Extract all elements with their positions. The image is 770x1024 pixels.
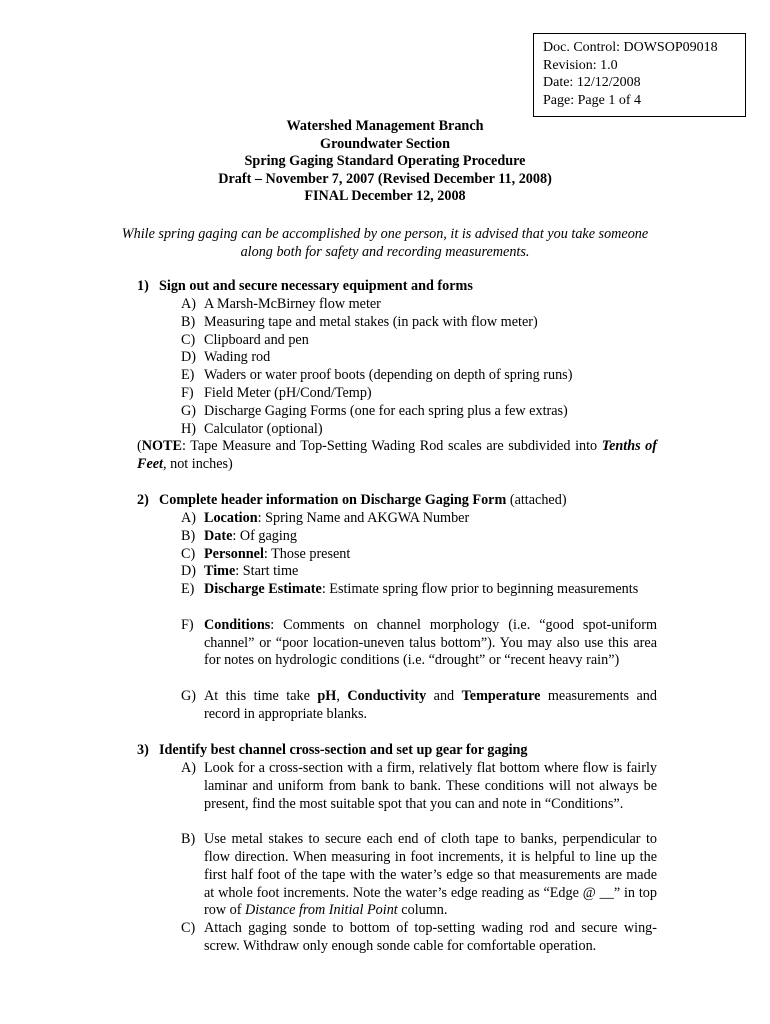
note-label: NOTE bbox=[141, 438, 182, 455]
header-branch: Watershed Management Branch bbox=[286, 118, 484, 134]
section-number: 2) bbox=[137, 492, 149, 508]
item-text: Calculator (optional) bbox=[204, 420, 323, 437]
list-item bbox=[181, 403, 657, 421]
list-item bbox=[181, 296, 657, 314]
list-item bbox=[181, 349, 657, 367]
note-text: : Tape Measure and Top-Setting Wading Rod scales are subdivided into bbox=[181, 438, 598, 455]
section-title: Sign out and secure necessary equipment and forms bbox=[159, 278, 473, 294]
header-draft-date: Draft – November 7, 2007 (Revised December 11, 2008) bbox=[218, 170, 552, 187]
item-text: column. bbox=[397, 902, 448, 919]
item-text: Look for a cross-section with a firm, relatively flat bottom where flow is fairly laminar and uniform from bank to bank. These conditions will not always be present, find the most suitable spot that you can and note in “Conditions”. bbox=[204, 760, 657, 812]
item-letter: D) bbox=[181, 563, 196, 580]
header-title: Spring Gaging Standard Operating Procedure bbox=[244, 153, 526, 169]
header-final-date: FINAL December 12, 2008 bbox=[304, 188, 466, 204]
note-emphasis: Tenths of Feet bbox=[137, 438, 657, 473]
intro-paragraph: While spring gaging can be accomplished by one person, it is advised that you take someone along both for safety and recording measurements. bbox=[121, 226, 649, 260]
item-label: Location bbox=[204, 510, 258, 526]
item-text: Attach gaging sonde to bottom of top-setting wading rod and secure wing-screw. Withdraw only enough sonde cable for comfortable operation. bbox=[204, 920, 657, 954]
item-text: Measuring tape and metal stakes (in pack with flow meter) bbox=[204, 313, 538, 330]
item-text: A Marsh-McBirney flow meter bbox=[204, 296, 381, 312]
item-text: Discharge Gaging Forms (one for each spring plus a few extras) bbox=[204, 402, 568, 419]
item-text: Waders or water proof boots (depending on depth of spring runs) bbox=[204, 367, 573, 384]
section-number: 1) bbox=[137, 278, 149, 294]
doc-revision: Revision: 1.0 bbox=[543, 57, 618, 73]
list-item bbox=[181, 528, 657, 546]
item-emphasis: Distance from Initial Point bbox=[244, 902, 398, 919]
list-item bbox=[181, 546, 657, 564]
item-text: : Start time bbox=[235, 563, 299, 580]
item-label: Personnel bbox=[204, 545, 264, 562]
list-item bbox=[181, 510, 657, 528]
item-text: : Of gaging bbox=[232, 527, 297, 544]
note-paren: ( bbox=[137, 438, 142, 455]
doc-control-box bbox=[533, 33, 746, 117]
item-label: pH bbox=[317, 688, 337, 704]
section-title: Identify best channel cross-section and set up gear for gaging bbox=[159, 742, 528, 758]
doc-date: Date: 12/12/2008 bbox=[543, 75, 641, 90]
item-letter: H) bbox=[181, 420, 196, 437]
item-text: At this time take bbox=[204, 688, 318, 704]
section-title: Complete header information on Discharge Gaging Form bbox=[159, 492, 507, 508]
item-text: : Estimate spring flow prior to beginning measurements bbox=[321, 581, 639, 598]
item-label: Discharge Estimate bbox=[204, 581, 322, 598]
header-section: Groundwater Section bbox=[320, 135, 450, 152]
item-letter: B) bbox=[181, 831, 196, 848]
item-letter: C) bbox=[181, 920, 196, 937]
list-item bbox=[181, 332, 657, 350]
item-text: Field Meter (pH/Cond/Temp) bbox=[204, 385, 372, 401]
item-letter: C) bbox=[181, 331, 196, 348]
list-item bbox=[181, 688, 657, 724]
item-text: : Those present bbox=[263, 545, 351, 562]
list-item bbox=[181, 563, 657, 581]
note-end: , not inches) bbox=[163, 456, 233, 473]
list-item bbox=[181, 831, 657, 920]
item-letter: C) bbox=[181, 545, 196, 562]
item-label: Time bbox=[204, 563, 236, 580]
list-item bbox=[181, 421, 657, 439]
section-number: 3) bbox=[137, 742, 149, 758]
item-letter: B) bbox=[181, 527, 196, 544]
list-item bbox=[181, 314, 657, 332]
item-text: Use metal stakes to secure each end of cloth tape to banks, perpendicular to flow direction. When measuring in foot increments, it is helpful to line up the first half foot of the tape with the water’s edge so that measurements are made at whole foot increments. Note the water’s edge reading as “Edge @ __” in top row of bbox=[204, 831, 657, 919]
item-text: : Comments on channel morphology (i.e. “good spot-uniform channel” or “poor location-uneven talus bottom”). You may also use this area for notes on hydrologic conditions (i.e. “drought” or “recent heavy rain”) bbox=[204, 616, 657, 669]
item-letter: G) bbox=[181, 402, 196, 419]
item-letter: B) bbox=[181, 313, 196, 330]
item-text: , bbox=[336, 688, 348, 704]
item-letter: D) bbox=[181, 349, 196, 366]
item-letter: F) bbox=[181, 616, 194, 633]
item-letter: G) bbox=[181, 688, 196, 704]
list-item bbox=[181, 581, 657, 599]
note-paragraph bbox=[137, 438, 657, 474]
item-label: Conductivity bbox=[347, 688, 427, 704]
section-2-heading bbox=[137, 492, 567, 509]
item-text: : Spring Name and AKGWA Number bbox=[257, 510, 470, 526]
section-3-heading bbox=[137, 742, 528, 759]
item-letter: E) bbox=[181, 581, 195, 598]
item-letter: A) bbox=[181, 760, 196, 776]
item-letter: A) bbox=[181, 510, 196, 526]
doc-page: Page: Page 1 of 4 bbox=[543, 92, 641, 108]
section-title-suffix: (attached) bbox=[506, 492, 567, 508]
item-letter: F) bbox=[181, 385, 194, 401]
item-label: Conditions bbox=[204, 616, 271, 633]
list-item bbox=[181, 760, 657, 813]
section-1-heading bbox=[137, 278, 473, 295]
list-item bbox=[181, 920, 657, 956]
list-item bbox=[181, 385, 657, 403]
doc-control-number: Doc. Control: DOWSOP09018 bbox=[543, 40, 718, 55]
item-text: measurements and record in appropriate blanks. bbox=[204, 688, 657, 722]
list-item bbox=[181, 617, 657, 670]
item-text: and bbox=[426, 688, 462, 704]
document-header bbox=[0, 118, 770, 206]
item-text: Clipboard and pen bbox=[204, 331, 309, 348]
item-label: Temperature bbox=[461, 688, 541, 704]
item-text: Wading rod bbox=[204, 349, 271, 366]
item-letter: A) bbox=[181, 296, 196, 312]
list-item bbox=[181, 367, 657, 385]
item-label: Date bbox=[204, 527, 233, 544]
item-letter: E) bbox=[181, 367, 195, 384]
